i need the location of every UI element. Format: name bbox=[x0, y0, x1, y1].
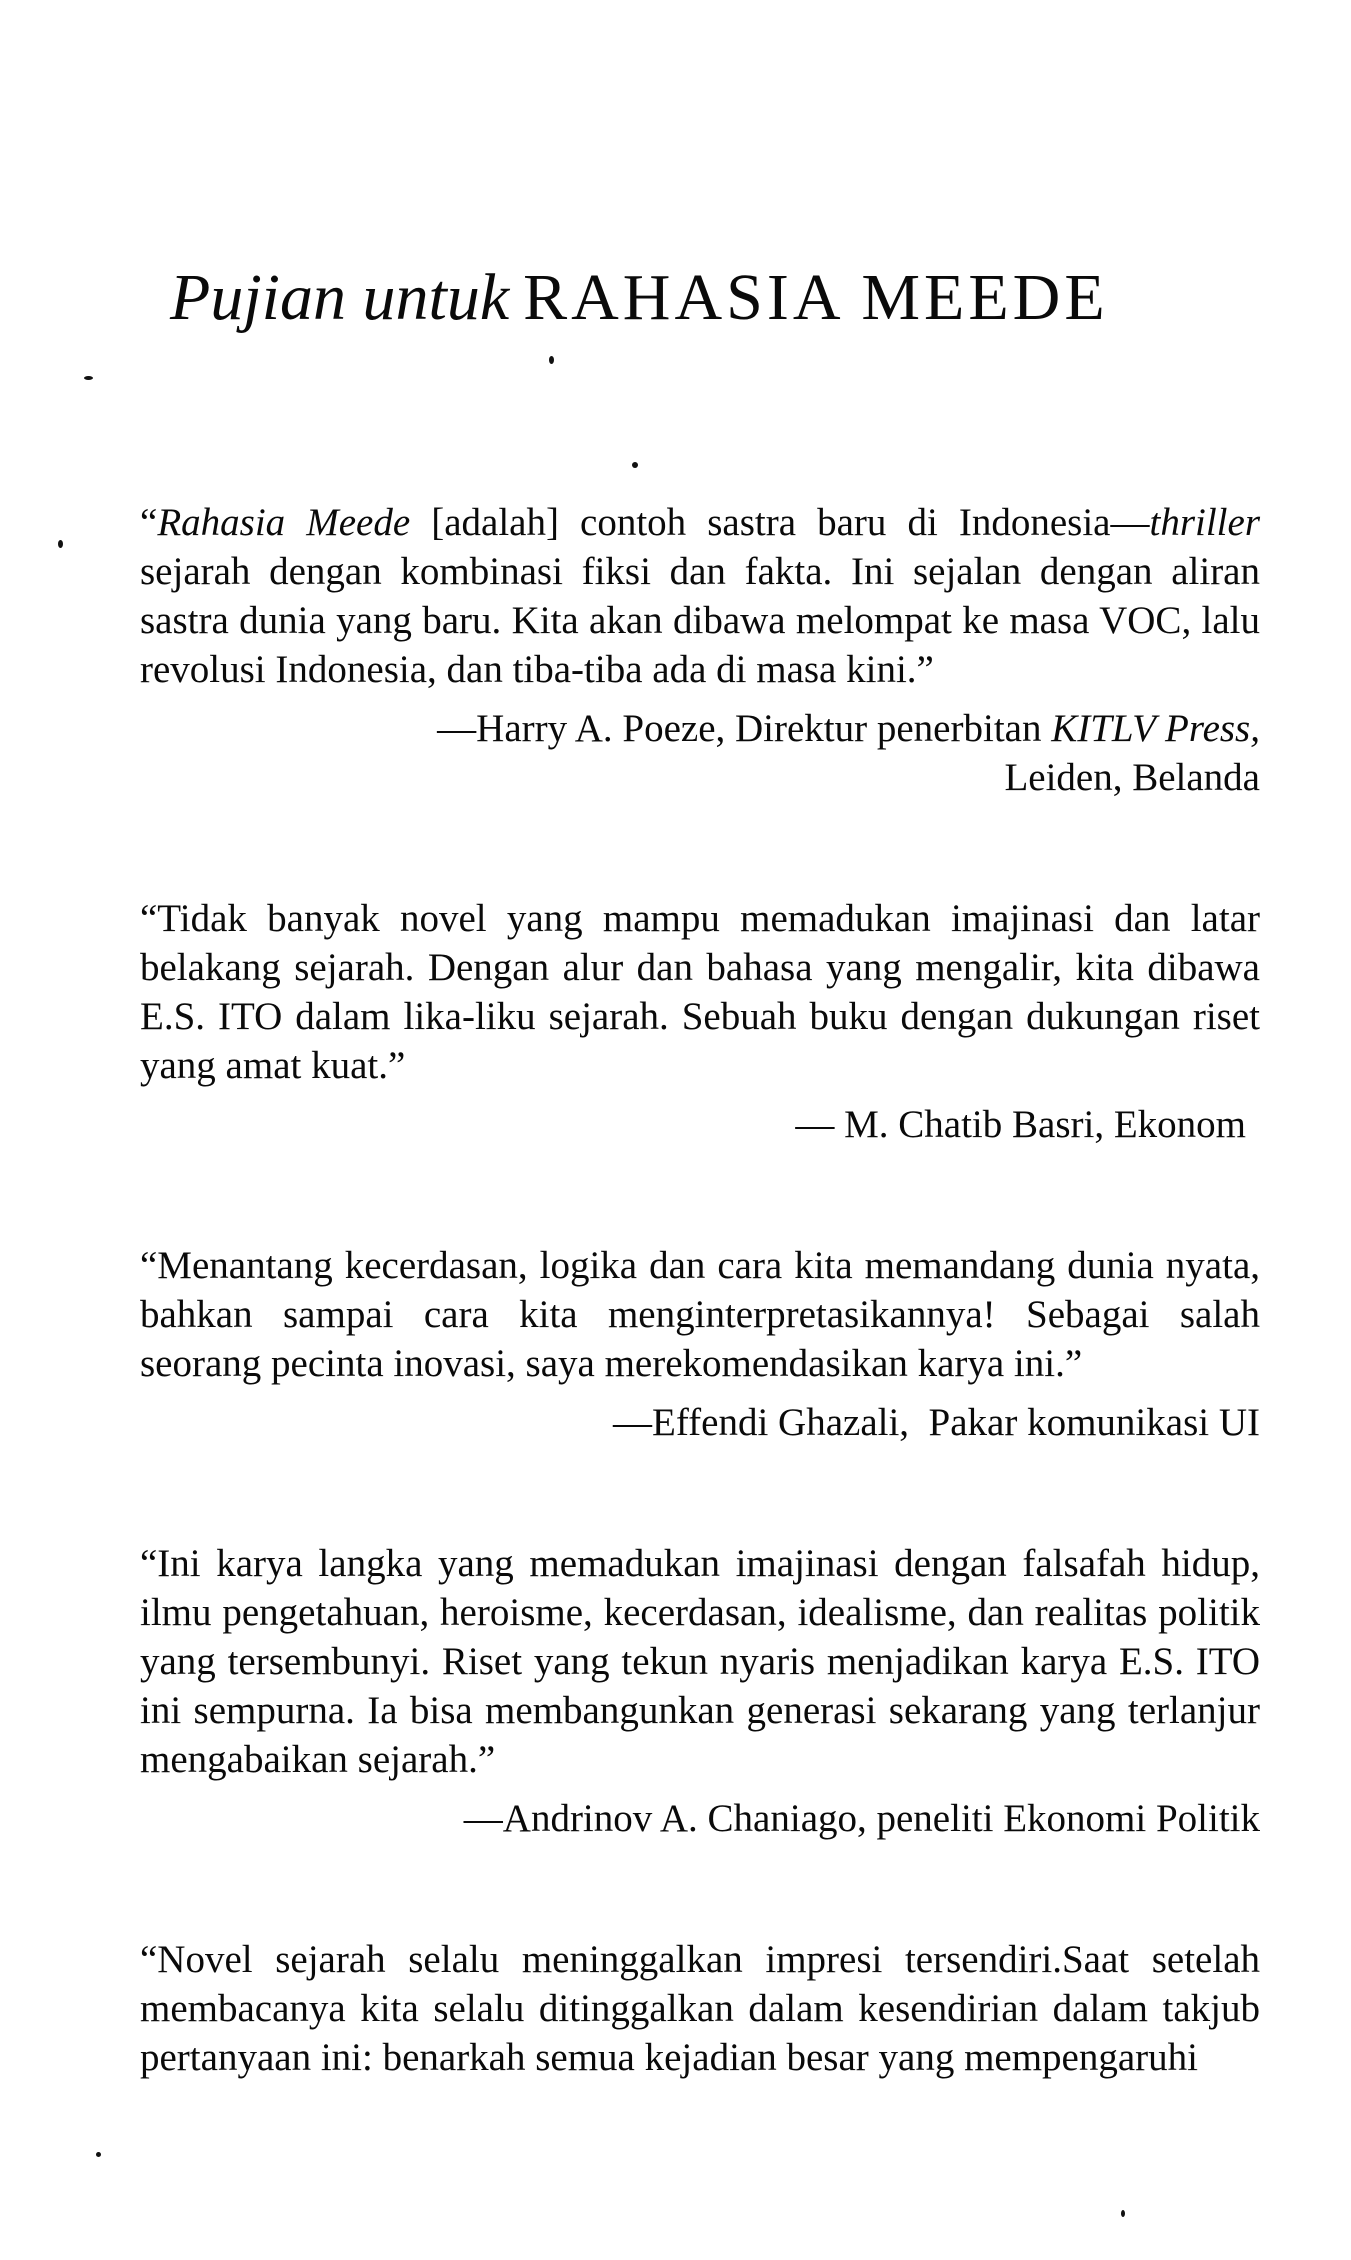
title-italic-part: Pujian untuk bbox=[170, 261, 510, 334]
endorsements bbox=[140, 498, 1280, 2174]
endorsement-quote bbox=[140, 1539, 1280, 1843]
scan-speck bbox=[58, 540, 63, 548]
quote-attribution: —Andrinov A. Chaniago, peneliti Ekonomi Politik bbox=[463, 1797, 1260, 1840]
scan-speck bbox=[84, 376, 93, 380]
quote-attribution: — M. Chatib Basri, Ekonom bbox=[795, 1103, 1246, 1146]
quote-attribution: —Harry A. Poeze, Direktur penerbitan KITLV Press, Leiden, Belanda bbox=[437, 707, 1260, 799]
page-title bbox=[170, 258, 1270, 338]
endorsement-quote bbox=[140, 1935, 1260, 2082]
scan-speck bbox=[632, 462, 638, 468]
endorsement-quote bbox=[140, 894, 1260, 1149]
scan-speck bbox=[1121, 2210, 1125, 2217]
scan-speck bbox=[549, 356, 554, 364]
quote-text: “Rahasia Meede [adalah] contoh sastra baru di Indonesia—thriller sejarah dengan kombinasi fiksi dan fakta. Ini sejalan dengan aliran sastra dunia yang baru. Kita akan dibawa melompat ke masa VOC, lalu revolusi Indonesia, dan tiba-tiba ada di masa kini.” bbox=[140, 501, 1260, 691]
scan-speck bbox=[96, 2152, 101, 2157]
endorsement-quote bbox=[140, 498, 1260, 802]
quote-attribution: —Effendi Ghazali, Pakar komunikasi UI bbox=[613, 1401, 1260, 1444]
title-main-part: RAHASIA MEEDE bbox=[523, 261, 1109, 334]
publisher-italic: KITLV Press, bbox=[1051, 707, 1260, 750]
quote-text: “Ini karya langka yang memadukan imajinasi dengan falsafah hidup, ilmu pengetahuan, heroisme, kecerdasan, idealisme, dan realitas politik yang tersembunyi. Riset yang tekun nyaris menjadikan karya E.S. ITO ini sempurna. Ia bisa membangunkan generasi sekarang yang terlanjur mengabaikan sejarah.” bbox=[140, 1542, 1280, 1781]
genre-italic: thriller bbox=[1149, 501, 1260, 544]
endorsement-quote bbox=[140, 1241, 1260, 1447]
book-title-italic: Rahasia Meede bbox=[157, 501, 411, 544]
quote-text: “Tidak banyak novel yang mampu memadukan imajinasi dan latar belakang sejarah. Dengan alur dan bahasa yang mengalir, kita dibawa E.S. ITO dalam lika-liku sejarah. Sebuah buku dengan dukungan riset yang amat kuat.” bbox=[140, 897, 1260, 1087]
quote-text: “Novel sejarah selalu meninggalkan impresi tersendiri.Saat setelah membacanya kita selalu ditinggalkan dalam kesendirian dalam takjub pertanyaan ini: benarkah semua kejadian besar yang mempengaruhi bbox=[140, 1938, 1260, 2079]
quote-text: “Menantang kecerdasan, logika dan cara kita memandang dunia nyata, bahkan sampai cara kita menginterpretasikannya! Sebagai salah seorang pecinta inovasi, saya merekomendasikan karya ini.” bbox=[140, 1244, 1260, 1385]
